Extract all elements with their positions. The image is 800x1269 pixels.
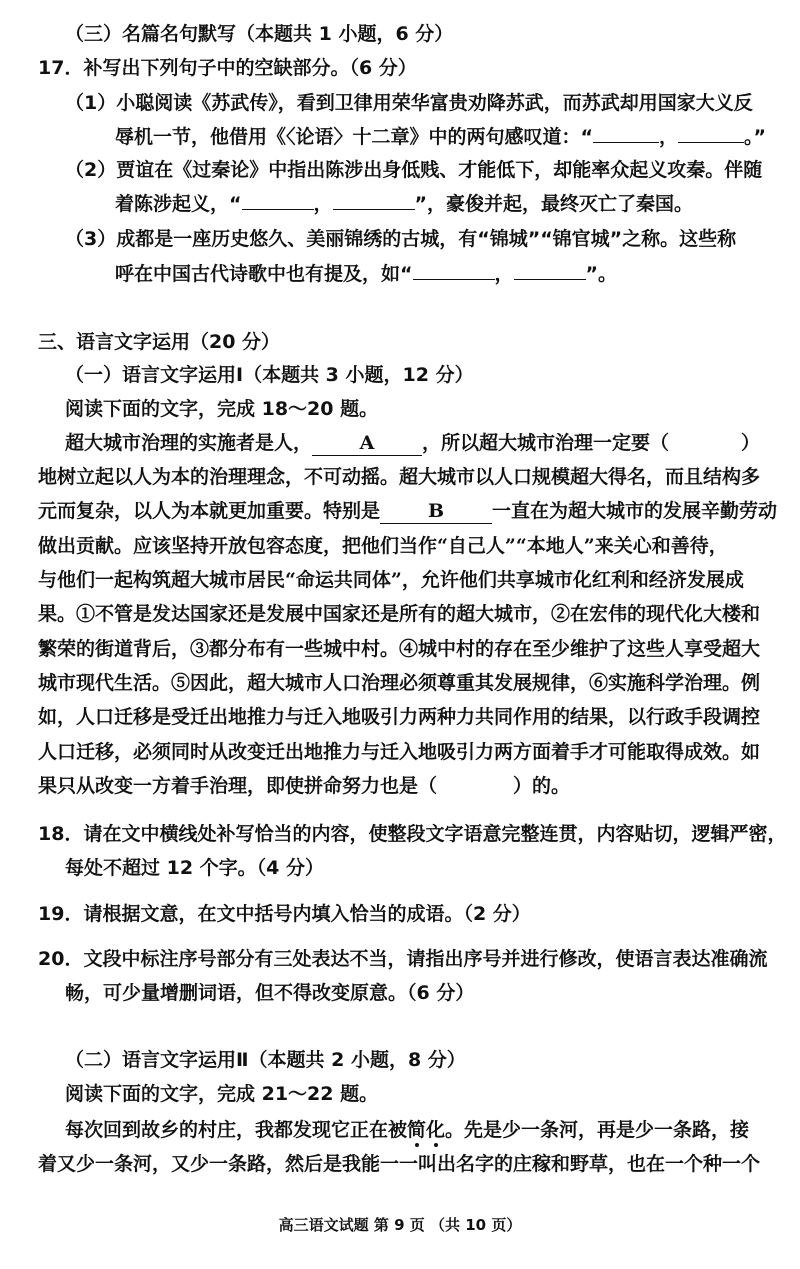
passage1-l1-pre: 超大城市治理的实施者是人，	[65, 432, 313, 454]
q20-line1: 20．文段中标注序号部分有三处表达不当，请指出序号并进行修改，使语言表达准确流	[38, 948, 768, 970]
q17-s2-end: ”，豪俊并起，最终灭亡了秦国。	[414, 193, 694, 215]
emphasis-char-1: 简	[407, 1119, 427, 1141]
q17-s1-line1: （1）小聪阅读《苏武传》，看到卫律用荣华富贵劝降苏武，而苏武却用国家大义反	[65, 92, 753, 114]
passage1-line6: 果。①不管是发达国家还是发展中国家还是所有的超大城市，②在宏伟的现代化大楼和	[38, 603, 761, 625]
q17-s3-end: ”。	[585, 263, 618, 285]
q20-line2: 畅，可少量增删词语，但不得改变原意。（6 分）	[65, 982, 475, 1004]
q17-s1-blank2[interactable]	[678, 124, 744, 143]
section3-header: 三、语言文字运用（20 分）	[38, 331, 281, 353]
q17-s3-line2-pre: 呼在中国古代诗歌中也有提及，如“	[115, 263, 413, 285]
q17-s2-sep: ，	[313, 193, 333, 215]
passage1-l1-end: ）	[741, 432, 761, 454]
passage1-line4: 做出贡献。应该坚持开放包容态度，把他们当作“自己人”“本地人”来关心和善待，	[38, 535, 728, 557]
passage1-line3	[38, 499, 777, 524]
section-mingju-header: （三）名篇名句默写（本题共 1 小题，6 分）	[65, 23, 454, 45]
passage1-l3-post: 一直在为超大城市的发展辛勤劳动	[492, 500, 778, 522]
q18-line1: 18．请在文中横线处补写恰当的内容，使整段文字语意完整连贯，内容贴切，逻辑严密，	[38, 823, 787, 845]
passage1-l3-pre: 元而复杂，以人为本就更加重要。特别是	[38, 500, 381, 522]
passage2-l1-pre: 每次回到故乡的村庄，我都发现它正在被	[65, 1119, 408, 1141]
passage1-line11	[38, 774, 570, 798]
q19-line1: 19．请根据文意，在文中括号内填入恰当的成语。（2 分）	[38, 903, 531, 925]
q17-s1-end: 。”	[744, 126, 767, 148]
passage1-line9: 如，人口迁移是受迁出地推力与迁入地吸引力两种力共同作用的结果，以行政手段调控	[38, 706, 761, 728]
q17-s3-blank1[interactable]	[413, 261, 495, 280]
passage1-line5: 与他们一起构筑超大城市居民“命运共同体”，允许他们共享城市化红利和经济发展成	[38, 569, 744, 591]
passage1-line1	[65, 431, 760, 456]
blank-b[interactable]: B	[380, 499, 492, 524]
q17-s1-sep: ，	[659, 126, 679, 148]
section3-sub1: （一）语言文字运用Ⅰ（本题共 3 小题，12 分）	[65, 364, 474, 386]
q17-s1-line2	[115, 124, 766, 149]
q17-s2-line1: （2）贾谊在《过秦论》中指出陈涉出身低贱、才能低下，却能率众起义攻秦。伴随	[65, 159, 763, 181]
emphasis-char-2: 化	[426, 1119, 446, 1141]
q17-s3-blank2[interactable]	[514, 261, 586, 280]
passage1-l11-post: ）的。	[513, 775, 571, 797]
q17-s1-blank1[interactable]	[593, 124, 659, 143]
passage1-line10: 人口迁移，必须同时从改变迁出地推力与迁入地吸引力两方面着手才可能取得成效。如	[38, 741, 761, 763]
passage1-line7: 繁荣的街道背后，③都分布有一些城中村。④城中村的存在至少维护了这些人享受超大	[38, 638, 761, 660]
passage1-line2: 地树立起以人为本的治理理念，不可动摇。超大城市以人口规模超大得名，而且结构多	[38, 466, 761, 488]
q17-s2-blank2[interactable]	[333, 191, 415, 210]
section3-intro2: 阅读下面的文字，完成 21～22 题。	[65, 1083, 379, 1105]
q17-s3-line2	[115, 261, 617, 286]
passage1-l11-pre: 果只从改变一方着手治理，即使拼命努力也是（	[38, 775, 438, 797]
blank-a[interactable]: A	[312, 431, 422, 456]
q17-s3-sep: ，	[494, 263, 514, 285]
passage2-line1	[65, 1118, 749, 1142]
q17-s2-line2-pre: 着陈涉起义，“	[115, 193, 242, 215]
q17-s2-blank1[interactable]	[242, 191, 314, 210]
passage1-l1-post: ，所以超大城市治理一定要（	[422, 432, 670, 454]
q17-stem: 17．补写出下列句子中的空缺部分。（6 分）	[38, 57, 417, 79]
q17-s1-line2-pre: 辱机一节，他借用《〈论语〉十二章》中的两句感叹道：“	[115, 126, 593, 148]
passage2-l1-post: 。先是少一条河，再是少一条路，接	[445, 1119, 750, 1141]
q18-line2: 每处不超过 12 个字。（4 分）	[65, 857, 325, 879]
section3-intro1: 阅读下面的文字，完成 18～20 题。	[65, 398, 379, 420]
page-footer: 高三语文试题 第 9 页 （共 10 页）	[278, 1216, 522, 1234]
passage1-line8: 城市现代生活。⑤因此，超大城市人口治理必须尊重其发展规律，⑥实施科学治理。例	[38, 672, 761, 694]
q17-s3-line1: （3）成都是一座历史悠久、美丽锦绣的古城，有“锦城”“锦官城”之称。这些称	[65, 228, 737, 250]
section3-sub2: （二）语言文字运用Ⅱ（本题共 2 小题，8 分）	[65, 1049, 466, 1071]
q17-s2-line2	[115, 191, 693, 216]
passage2-line2: 着又少一条河，又少一条路，然后是我能一一叫出名字的庄稼和野草，也在一个种一个	[38, 1153, 761, 1175]
